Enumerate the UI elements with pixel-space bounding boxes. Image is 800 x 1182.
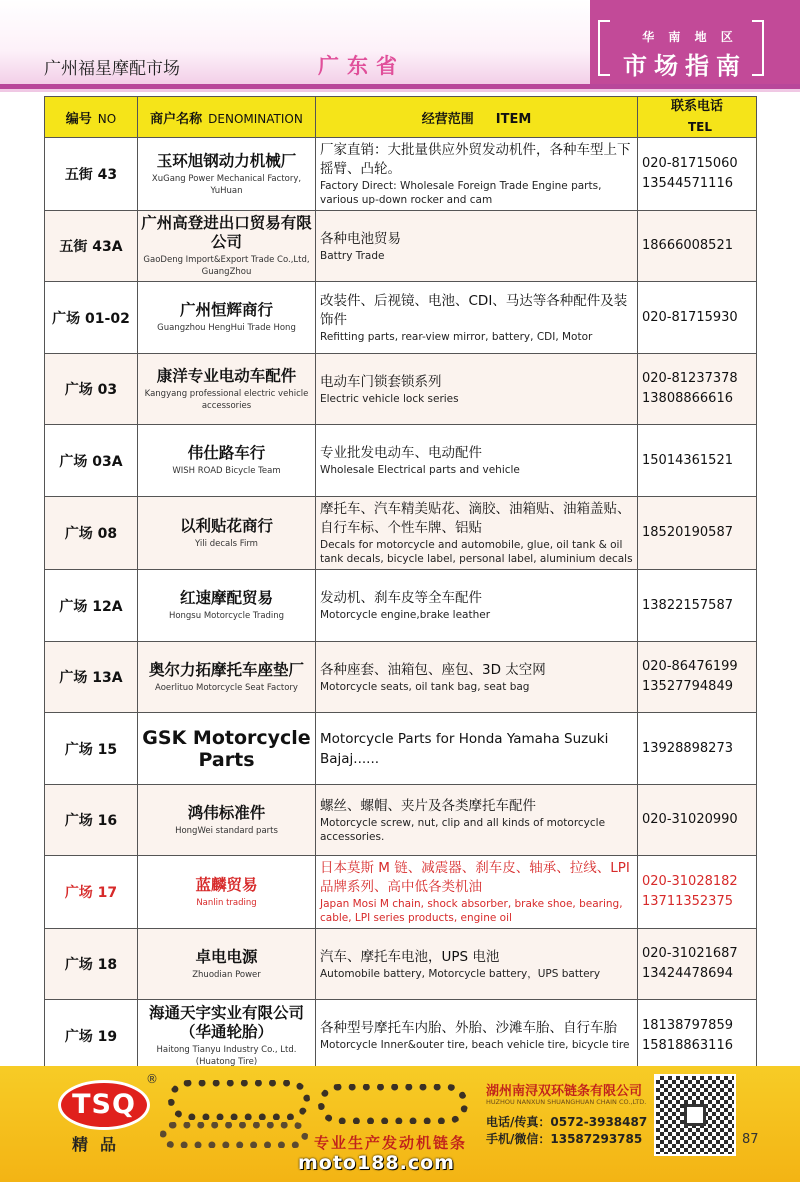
header-tel: 联系电话 TEL (638, 97, 757, 138)
tsq-logo: TSQ (58, 1080, 150, 1130)
row-no: 广场 03 (45, 354, 138, 425)
row-name (138, 856, 316, 929)
tel-2: 13527794849 (642, 679, 733, 694)
table-row (45, 425, 757, 497)
company-contact (486, 1114, 647, 1148)
tel-1: 18520190587 (642, 525, 733, 540)
market-guide-badge (590, 0, 800, 84)
row-item (316, 425, 638, 497)
item-cn: Motorcycle Parts for Honda Yamaha Suzuki Bajaj...... (320, 730, 609, 767)
row-name (138, 138, 316, 211)
name-en: Guangzhou HengHui Trade Hong (157, 323, 296, 333)
company-mobile: 手机/微信：13587293785 (486, 1132, 643, 1146)
name-en: Yili decals Firm (195, 538, 258, 549)
name-en: GaoDeng Import&Export Trade Co.,Ltd, GuangZhou (143, 255, 310, 277)
name-en: Kangyang professional electric vehicle accessories (144, 388, 309, 411)
tel-1: 15014361521 (642, 452, 733, 468)
row-name (138, 425, 316, 497)
row-no: 广场 08 (45, 497, 138, 570)
tel-1: 18666008521 (642, 238, 733, 253)
row-name (138, 929, 316, 1000)
row-item (316, 929, 638, 1000)
page-header (0, 0, 800, 92)
item-en: Factory Direct: Wholesale Foreign Trade Engine parts, various up-down rocker and cam (320, 180, 602, 206)
badge-bracket-left (598, 20, 610, 76)
row-tel (638, 211, 757, 282)
row-tel (638, 570, 757, 642)
header-item: 经营范围 ITEM (316, 97, 638, 138)
company-name-en: HUZHOU NANXUN SHUANGHUAN CHAIN CO.,LTD. (486, 1098, 647, 1106)
table-row (45, 570, 757, 642)
registered-mark: ® (146, 1072, 158, 1086)
tel-1: 020-31020990 (642, 812, 738, 827)
row-no: 广场 01-02 (45, 282, 138, 354)
header-divider (0, 84, 800, 89)
name-cn: 海通天宇实业有限公司（华通轮胎） (148, 1003, 304, 1041)
table-row (45, 211, 757, 282)
row-tel (638, 856, 757, 929)
tel-1: 13822157587 (642, 597, 733, 613)
province-title: 广东省 (318, 54, 405, 78)
table-row (45, 713, 757, 785)
name-en: Hongsu Motorcycle Trading (168, 611, 285, 621)
row-name (138, 785, 316, 856)
header-no: 编号 NO (45, 97, 138, 138)
name-cn: 广州高登进出口贸易有限公司 (141, 214, 312, 251)
tel-1: 020-81715930 (642, 309, 738, 325)
name-cn: 鸿伟标准件 (187, 803, 266, 822)
region-label: 华 南 地 区 (642, 30, 738, 44)
company-name-cn: 湖州南浔双环链条有限公司 (486, 1084, 643, 1099)
row-tel (638, 1000, 757, 1072)
tel-2: 13711352375 (642, 894, 733, 909)
item-en: Wholesale Electrical parts and vehicle (320, 464, 520, 476)
item-cn: 各种型号摩托车内胎、外胎、沙滩车胎、自行车胎 (320, 1020, 617, 1036)
name-en: WISH ROAD Bicycle Team (172, 466, 281, 476)
row-no: 广场 17 (45, 856, 138, 929)
row-tel (638, 425, 757, 497)
item-cn: 厂家直销：大批量供应外贸发动机件，各种车型上下摇臂、凸轮。 (320, 142, 631, 177)
name-cn: 奥尔力拓摩托车座垫厂 (148, 660, 304, 679)
row-name (138, 282, 316, 354)
company-phone: 电话/传真：0572-3938487 (486, 1115, 648, 1129)
table-row (45, 282, 757, 354)
table-row (45, 856, 757, 929)
tel-2: 13424478694 (642, 966, 733, 981)
name-en: HongWei standard parts (175, 825, 278, 836)
chain-image (318, 1084, 468, 1124)
name-cn: GSK Motorcycle Parts (142, 726, 311, 771)
item-cn: 改装件、后视镜、电池、CDI、马达等各种配件及装饰件 (320, 292, 628, 328)
row-name (138, 570, 316, 642)
table-row (45, 354, 757, 425)
row-no: 广场 13A (45, 642, 138, 713)
quality-label: 精品 (72, 1135, 129, 1154)
item-en: Automobile battery, Motorcycle battery，UPS battery (320, 967, 601, 980)
tel-1: 020-86476199 (642, 659, 738, 674)
item-en: Motorcycle screw, nut, clip and all kinds of motorcycle accessories. (320, 816, 606, 843)
table-row (45, 642, 757, 713)
tel-2: 13544571116 (642, 176, 733, 191)
item-cn: 各种电池贸易 (320, 230, 401, 247)
chain-advertisement (0, 1066, 800, 1182)
tel-1: 020-31021687 (642, 946, 738, 961)
row-tel (638, 713, 757, 785)
name-cn: 广州恒辉商行 (179, 301, 273, 319)
table-row (45, 1000, 757, 1072)
row-name (138, 642, 316, 713)
row-name (138, 354, 316, 425)
name-en: XuGang Power Mechanical Factory, YuHuan (151, 173, 302, 196)
row-no: 五街 43 (45, 138, 138, 211)
item-en: Refitting parts, rear-view mirror, battery, CDI, Motor (320, 330, 593, 343)
row-item (316, 211, 638, 282)
row-item (316, 642, 638, 713)
table-row (45, 497, 757, 570)
row-no: 广场 15 (45, 713, 138, 785)
tel-2: 15818863116 (642, 1037, 733, 1053)
row-tel (638, 354, 757, 425)
table-row (45, 929, 757, 1000)
row-item (316, 1000, 638, 1072)
item-cn: 各种座套、油箱包、座包、3D 太空网 (320, 661, 546, 678)
name-cn: 卓电电源 (195, 947, 258, 966)
item-cn: 电动车门锁套锁系列 (320, 373, 442, 390)
row-name (138, 497, 316, 570)
row-tel (638, 497, 757, 570)
tel-1: 020-31028182 (642, 874, 738, 889)
row-item (316, 785, 638, 856)
name-cn: 红速摩配贸易 (179, 589, 273, 607)
row-no: 五街 43A (45, 211, 138, 282)
qr-center (684, 1104, 706, 1126)
name-cn: 以利贴花商行 (179, 516, 273, 535)
row-no: 广场 19 (45, 1000, 138, 1072)
table-header-row (45, 97, 757, 138)
item-cn: 螺丝、螺帽、夹片及各类摩托车配件 (320, 797, 536, 814)
row-item (316, 570, 638, 642)
row-no: 广场 16 (45, 785, 138, 856)
row-item (316, 354, 638, 425)
row-tel (638, 785, 757, 856)
item-cn: 专业批发电动车、电动配件 (320, 445, 482, 461)
item-en: Motorcycle seats, oil tank bag, seat bag (320, 680, 530, 693)
tel-2: 13808866616 (642, 391, 733, 406)
item-cn: 摩托车、汽车精美贴花、滴胶、油箱贴、油箱盖贴、自行车标、个性车牌、铝贴 (320, 501, 631, 536)
item-en: Japan Mosi M chain, shock absorber, brake shoe, bearing, cable, LPI series products, engine oil (320, 898, 623, 924)
name-cn: 玉环旭钢动力机械厂 (156, 151, 297, 170)
row-item (316, 497, 638, 570)
item-en: Battry Trade (320, 249, 385, 262)
name-en: Zhuodian Power (192, 969, 261, 980)
tel-1: 18138797859 (642, 1017, 733, 1033)
chain-image (160, 1122, 308, 1148)
item-en: Motorcycle Inner&outer tire, beach vehicle tire, bicycle tire (320, 1039, 630, 1051)
row-item (316, 856, 638, 929)
row-tel (638, 929, 757, 1000)
name-en: Aoerlituo Motorcycle Seat Factory (155, 682, 298, 693)
item-en: Motorcycle engine,brake leather (320, 609, 491, 621)
qr-code-icon (654, 1074, 736, 1156)
row-no: 广场 03A (45, 425, 138, 497)
row-no: 广场 12A (45, 570, 138, 642)
item-cn: 汽车、摩托车电池，UPS 电池 (320, 948, 500, 965)
row-item (316, 713, 638, 785)
ad-slogan: 专业生产发动机链条 (314, 1134, 468, 1152)
row-no: 广场 18 (45, 929, 138, 1000)
name-en: Haitong Tianyu Industry Co., Ltd. (Huatong Tire) (156, 1044, 297, 1067)
item-en: Decals for motorcycle and automobile, glue, oil tank & oil tank decals, bicycle label, personal label, aluminium decals (320, 539, 633, 565)
row-item (316, 282, 638, 354)
name-en: Nanlin trading (196, 897, 257, 908)
tel-1: 020-81715060 (642, 156, 738, 171)
table-row (45, 785, 757, 856)
item-cn: 发动机、刹车皮等全车配件 (320, 590, 482, 606)
item-cn: 日本莫斯 M 链、减震器、刹车皮、轴承、拉线、LPI 品牌系列、高中低各类机油 (320, 860, 630, 895)
page-number: 87 (742, 1132, 759, 1147)
tel-1: 13928898273 (642, 740, 733, 756)
row-tel (638, 138, 757, 211)
row-name (138, 713, 316, 785)
row-tel (638, 642, 757, 713)
item-en: Electric vehicle lock series (320, 392, 459, 405)
guide-label: 市场指南 (623, 52, 747, 80)
merchant-table (44, 96, 757, 1072)
name-cn: 蓝麟贸易 (195, 875, 258, 894)
tel-1: 020-81237378 (642, 371, 738, 386)
market-name: 广州福星摩配市场 (44, 59, 180, 79)
name-cn: 康洋专业电动车配件 (156, 366, 297, 385)
row-tel (638, 282, 757, 354)
site-watermark: moto188.com (298, 1152, 455, 1174)
table-row (45, 138, 757, 211)
row-item (316, 138, 638, 211)
chain-image (168, 1080, 310, 1120)
row-name (138, 211, 316, 282)
header-name: 商户名称 DENOMINATION (138, 97, 316, 138)
row-name (138, 1000, 316, 1072)
name-cn: 伟仕路车行 (187, 444, 266, 462)
